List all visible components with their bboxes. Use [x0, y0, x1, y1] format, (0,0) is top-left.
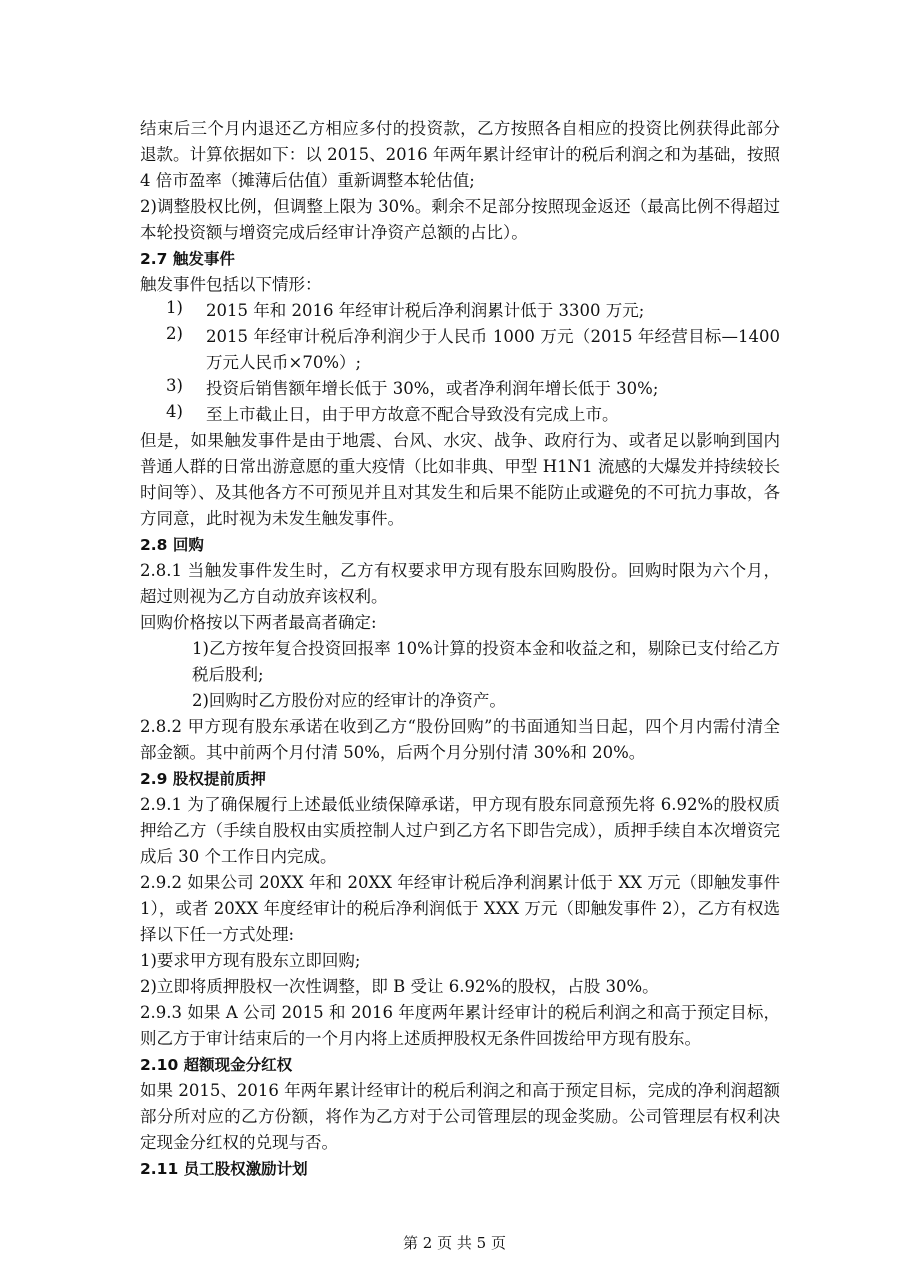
list-item: [140, 298, 780, 324]
paragraph: 如果 2015、2016 年两年累计经审计的税后利润之和高于预定目标，完成的净利润超额部分所对应的乙方份额，将作为乙方对于公司管理层的现金奖励。公司管理层有权利决定现金分红权的兑现与否。: [140, 1081, 780, 1152]
paragraph: 2.9.2 如果公司 20XX 年和 20XX 年经审计税后净利润累计低于 XX 万元（即触发事件 1），或者 20XX 年度经审计的税后净利润低于 XXX 万元（即触发事件 2），乙方有权选择以下任一方式处理:: [140, 873, 780, 944]
paragraph: 2)调整股权比例，但调整上限为 30%。剩余不足部分按照现金返还（最高比例不得超过本轮投资额与增资完成后经审计净资产总额的占比）。: [140, 197, 780, 242]
section-heading-2-11: 2.11 员工股权激励计划: [140, 1160, 308, 1178]
paragraph: 1)乙方按年复合投资回报率 10%计算的投资本金和收益之和，剔除已支付给乙方税后股利;: [192, 639, 780, 684]
list-item: [140, 402, 780, 428]
paragraph: 2)回购时乙方股份对应的经审计的净资产。: [192, 691, 506, 710]
paragraph: 2.8.2 甲方现有股东承诺在收到乙方“股份回购”的书面通知当日起，四个月内需付清全部金额。其中前两个月付清 50%，后两个月分别付清 30%和 20%。: [140, 717, 780, 762]
paragraph: 结束后三个月内退还乙方相应多付的投资款，乙方按照各自相应的投资比例获得此部分退款。计算依据如下：以 2015、2016 年两年累计经审计的税后利润之和为基础，按照 4 倍市盈率（摊薄后估值）重新调整本轮估值;: [140, 119, 780, 190]
list-number: 1): [166, 298, 183, 317]
document-body: [140, 116, 780, 1182]
list-text: 2015 年和 2016 年经审计税后净利润累计低于 3300 万元;: [206, 301, 645, 320]
list-text: 2015 年经审计税后净利润少于人民币 1000 万元（2015 年经营目标—1400 万元人民币×70%）;: [206, 327, 780, 372]
list-text: 至上市截止日，由于甲方故意不配合导致没有完成上市。: [206, 405, 619, 424]
paragraph: 回购价格按以下两者最高者确定:: [140, 613, 377, 632]
section-heading-2-10: 2.10 超额现金分红权: [140, 1056, 293, 1074]
paragraph: 2.8.1 当触发事件发生时，乙方有权要求甲方现有股东回购股份。回购时限为六个月，超过则视为乙方自动放弃该权利。: [140, 561, 780, 606]
list-item: [140, 376, 780, 402]
section-heading-2-8: 2.8 回购: [140, 536, 204, 554]
paragraph: 2.9.3 如果 A 公司 2015 和 2016 年度两年累计经审计的税后利润之和高于预定目标，则乙方于审计结束后的一个月内将上述质押股权无条件回拨给甲方现有股东。: [140, 1003, 780, 1048]
paragraph: 2.9.1 为了确保履行上述最低业绩保障承诺，甲方现有股东同意预先将 6.92%的股权质押给乙方（手续自股权由实质控制人过户到乙方名下即告完成），质押手续自本次增资完成后 30 个工作日内完成。: [140, 795, 780, 866]
paragraph: 2)立即将质押股权一次性调整，即 B 受让 6.92%的股权，占股 30%。: [140, 977, 659, 996]
paragraph: 触发事件包括以下情形：: [140, 275, 322, 294]
list-number: 3): [166, 376, 183, 395]
paragraph: 但是，如果触发事件是由于地震、台风、水灾、战争、政府行为、或者足以影响到国内普通人群的日常出游意愿的重大疫情（比如非典、甲型 H1N1 流感的大爆发并持续较长时间等）、及其他各方不可预见并且对其发生和后果不能防止或避免的不可抗力事故，各方同意，此时视为未发生触发事件。: [140, 431, 780, 528]
list-number: 4): [166, 402, 183, 421]
list-item: [140, 324, 780, 376]
list-number: 2): [166, 324, 183, 343]
list-text: 投资后销售额年增长低于 30%，或者净利润年增长低于 30%;: [206, 379, 659, 398]
paragraph: 1)要求甲方现有股东立即回购;: [140, 951, 361, 970]
section-heading-2-7: 2.7 触发事件: [140, 250, 235, 268]
page-footer: 第 2 页 共 5 页: [403, 1234, 506, 1252]
section-heading-2-9: 2.9 股权提前质押: [140, 770, 266, 788]
